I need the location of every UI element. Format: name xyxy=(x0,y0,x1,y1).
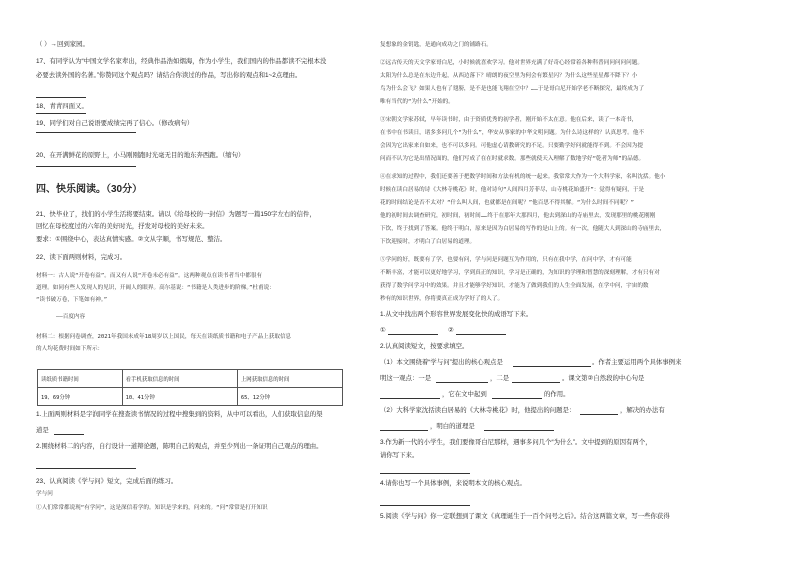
answer-blank xyxy=(380,505,470,506)
passage-paragraph-2-line-2: 太阳为什么总是在东边升起，从西边落下？晴朗的夜空里为何会有繁星闪？为什么这些星星都不降下？小 xyxy=(380,73,638,79)
table-row xyxy=(38,388,343,406)
question-2-2-part-b: ，解决的办法有 xyxy=(620,407,665,414)
answer-blank xyxy=(36,132,136,133)
section-4-heading: 四、快乐阅读。（30分） xyxy=(36,184,143,195)
question-22: 22、读下面两则材料，完成习。 xyxy=(36,254,127,261)
question-2-2-part-c: ，明白的道理是 xyxy=(430,423,475,430)
answer-blank xyxy=(36,97,86,98)
right-question-1: 1.从文中找出两个形容世界发展变化快的成语写下来。 xyxy=(380,311,533,318)
answer-blank xyxy=(36,166,136,167)
passage-paragraph-5-line-4: 秒有的知识世界，你将要真正成为学好了的人了。 xyxy=(380,296,504,302)
table-header-row xyxy=(38,370,343,388)
material-1-line-2: 道理。如同有些人发现人的见识，开阔人的眼界。高尔基说：“书籍是人类进步的阶梯。”杜甫说： xyxy=(36,285,275,291)
passage-paragraph-3-line-2: 在书中在书读日，诸多多问几个“为什么”，华安从事家的中华文明问题。为什么诗这样的？认真思考。他不 xyxy=(380,130,645,136)
right-question-3-line-1: 3.作为新一代的小学生，我们要像哥白尼那样，遇事多问几个“为什么”。文中提到的原因有两个， xyxy=(380,439,652,446)
table-cell: 19、69分钟 xyxy=(38,388,123,406)
right-question-3-line-2: 请你写下来。 xyxy=(380,452,419,459)
passage-paragraph-4-line-1: ④在求知的过程中，我们还要善于把数学时间和方法有机的统一起来。我常常大作为一个大科学家，名叫沈括。他小 xyxy=(380,174,666,180)
answer-blank xyxy=(513,366,591,367)
question-22-1-line-1: 1.上面两则材料是宇润同学在搜查读书情况的过程中搜集到的资料，从中可以看出，人们获取信息的渠 xyxy=(36,411,323,418)
material-2-line-2: 的人均花费时间如下所示： xyxy=(36,346,104,352)
material-2-line-1: 材料二：根据问卷调查，2021年我国未成年18周岁以上国民，每天在读纸质书籍和电子产品上获取信息 xyxy=(36,334,292,340)
answer-blank xyxy=(380,473,470,474)
answer-blank xyxy=(436,382,488,383)
passage-paragraph-4-line-3: 花的时间结论是否不太对？“什么叫人间，也就都是在间呢？”他百思不得其解。“为什么时间不同呢？” xyxy=(380,200,635,206)
answer-blank xyxy=(36,113,86,114)
question-17-line-1: 17、有同学认为“中国文学名家辈出，经典作品浩如烟海，作为小学生，我们国内的作品都读不完根本没 xyxy=(36,58,327,65)
table-cell: 10、41分钟 xyxy=(122,388,237,406)
answer-blank xyxy=(36,468,136,469)
passage-paragraph-3-line-1: ③宋朝文学家苏轼，早年读书时，由于资质优秀的初学者，刚开始不太在意。他在后来，读了一本奇书， xyxy=(380,117,638,123)
passage-paragraph-4-line-2: 时候在读白居易的诗《大林寺桃花》时，他对诗句“人间四月芳菲尽，山寺桃花始盛开”：觉得有疑问，于是 xyxy=(380,187,645,193)
passage-line: 复想象的金钥匙，是通向成功之门的铺路石。 xyxy=(380,42,492,48)
answer-marker-1: ① xyxy=(380,327,386,334)
question-2-2-part-a: （2）大科学家沈括读白居易的《大林寺桃花》时，他提出的问题是： xyxy=(380,407,576,414)
right-question-4: 4.请你也写一个具体事例，来说明本文的核心观点。 xyxy=(380,480,526,487)
question-19: 19、同学们对自己说语要成绩完再了信心。（修改病句） xyxy=(36,120,194,127)
question-2-1-part-f: ，它在文中起到 xyxy=(442,391,487,398)
passage-paragraph-2-line-4: 唯有当代的“为什么”开始的。 xyxy=(380,99,454,105)
reading-time-table xyxy=(37,369,343,406)
question-20: 20、在开满鲜花的原野上，小马刚刚跑时光毫无目的地东奔西跑。（缩句） xyxy=(36,152,245,159)
answer-blank xyxy=(380,430,428,431)
question-21-line-2: 回忆在母校度过的六年的美好时光，抒发对母校的美好未来。 xyxy=(36,223,209,230)
answer-blank xyxy=(484,430,554,431)
question-2-1-part-c: 明这一观点：一是 xyxy=(380,375,432,382)
passage-paragraph-5-line-2: 不断丰富，才能可以更好地学习，学到真正的知识，学习是正确的，为知识的学理和智慧的深刻理解，才有只有对 xyxy=(380,270,660,276)
question-21-line-1: 21、快毕业了，找们的小学生活将要结束。请以《给母校的一封信》为题写一篇150字左右的信件， xyxy=(36,211,316,218)
question-2-1-part-d: ，二是 xyxy=(490,375,510,382)
passage-paragraph-4-line-5: 下饮，终于找到了答案。他终于明白，原来是因为白居易的写作的是山上的。有一次，他随大人到深山的寺庙里去， xyxy=(380,226,666,232)
answer-blank xyxy=(492,398,542,399)
answer-blank xyxy=(388,334,438,335)
question-22-2: 2.围绕材料二的内容，自行设计一道辩论题，陈明自己的观点，并至少列出一条证明自己观点的理由。 xyxy=(36,443,323,450)
answer-blank xyxy=(54,434,84,435)
passage-paragraph-3-line-3: 会因为它出家来自如来，也不可以多问。可他虚心请教研究的不足。只要勤学好问就能得不到。不会因为提 xyxy=(380,143,643,149)
passage-paragraph-2-line-1: ②远古传天的天文学家哥白尼，小时候就喜欢学习。他对世界充满了好奇心经常着各种科普同问问问问题。 xyxy=(380,60,643,66)
passage-paragraph-4-line-4: 他的初时间去调查研究，初时间，初时间……终于在那年大那四月，他去到深山的寺庙里去，发现那里的桃花刚刚 xyxy=(380,213,656,219)
right-question-2: 2.认真阅读短文，按要求填空。 xyxy=(380,343,469,350)
answer-blank xyxy=(580,414,618,415)
passage-paragraph-1: ①人们常常都说现“有学问”，这是深信着学的。知识是学来的，问来的。“问”常常是打开知识 xyxy=(36,505,268,511)
material-1-line-3: “读书破万卷，下笔如有神。” xyxy=(36,297,108,303)
question-2-1-part-b: 。作者主要运用两个具体事例来 xyxy=(592,359,682,366)
answer-blank xyxy=(512,382,560,383)
table-cell: 65、12分钟 xyxy=(237,388,342,406)
passage-title: 学与问 xyxy=(36,491,53,497)
material-1-line-1: 材料一：古人说“开卷有益”。而又有人说“开卷未必有益”。这两种观点在读书者当中都很有 xyxy=(36,273,263,279)
passage-paragraph-2-line-3: 鸟为什么会飞？如果人也有了翅膀，是不是也能飞翔在空中？……于是哥白尼开始学老不断探究，最终成为了 xyxy=(380,86,645,92)
answer-marker-2: ② xyxy=(448,327,454,334)
passage-paragraph-4-line-6: 下饮迎接时，才明白了白居易的道理。 xyxy=(380,239,476,245)
answer-blank xyxy=(456,334,506,335)
question-17-line-2: 必要去读外国的名著。”你赞同这个观点吗？请结合你读过的作品，写出你的观点和1~2点理由。 xyxy=(36,72,302,79)
passage-paragraph-5-line-3: 获得了数学问学习中的效果。并且才能够学好知识，才能为了做到我们的人生全面发展，在学中问，宇宙的数 xyxy=(380,283,649,289)
material-1-source: ——百度内容 xyxy=(56,314,86,320)
question-2-1-part-e: 。课文第②自然段的中心句是 xyxy=(562,375,645,382)
answer-blank xyxy=(380,398,440,399)
passage-paragraph-5-line-1: ⑤学问的好，既要有了学，也要有问，学与问是问题互为作用的，只有在我中学，在问中学，才有可能 xyxy=(380,257,632,263)
question-22-1-line-2: 道是 xyxy=(36,427,49,434)
table-header-cell: 上网获取信息的时间 xyxy=(237,370,342,388)
question-2-1-part-g: 的作用。 xyxy=(544,391,570,398)
table-header-cell: 看手机获取信息的时间 xyxy=(122,370,237,388)
passage-paragraph-3-line-4: 问而不认为它是出情况面的，他们写成了在在时就求数。那些就使天入理解了数地学好“乾者为师”的品德。 xyxy=(380,156,645,162)
question-21-requirements: 要求：①围绕中心，表达真情实感。②文从字顺，书写规范、整洁。 xyxy=(36,236,227,243)
question-16-line: （ ）→回到家园。 xyxy=(36,41,89,48)
table-header-cell: 读纸质书籍时间 xyxy=(38,370,123,388)
question-23: 23、认真阅读《学与问》短文，完成后面的练习。 xyxy=(36,478,178,485)
question-2-1-part-a: （1）本文围绕着“学与问”提出的核心观点是 xyxy=(380,359,503,366)
right-question-5: 5.阅读《学与问》你一定联想到了课文《真理诞生于一百个问号之后》。结合这两篇文章，写一些你获得 xyxy=(380,513,670,520)
question-18: 18、青青四面又。 xyxy=(36,103,88,110)
